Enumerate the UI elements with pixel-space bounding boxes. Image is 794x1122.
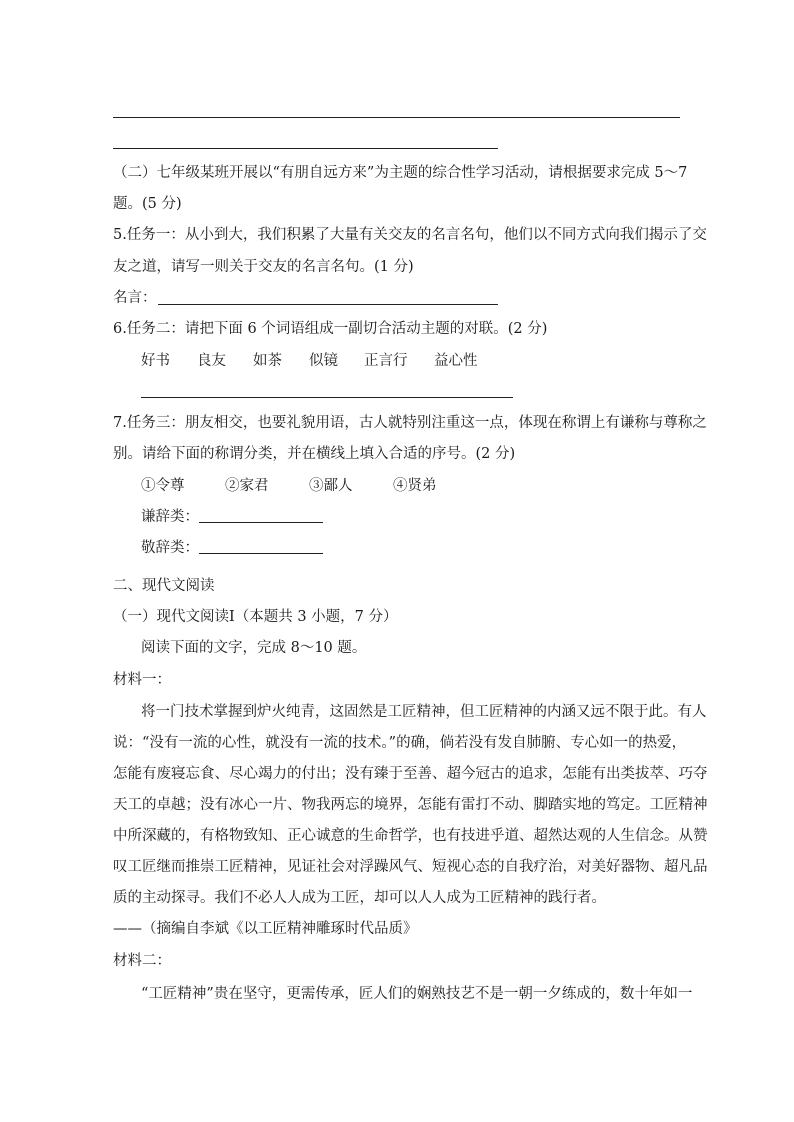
paragraph-line: 叹工匠继而推崇工匠精神，见证社会对浮躁风气、短视心态的自我疗治，对美好器物、超凡品 — [113, 859, 708, 875]
respect-label: 敬辞类： — [141, 540, 199, 556]
reading-instruction: 阅读下面的文字，完成 8～10 题。 — [141, 640, 367, 656]
question-7-text: 7.任务三：朋友相交，也要礼貌用语，古人就特别注重这一点，体现在称谓上有谦称与尊称之 — [113, 415, 707, 431]
paragraph-line: 将一门技术掌握到炉火纯青，这固然是工匠精神，但工匠精神的内涵又远不限于此。有人 — [141, 704, 707, 720]
question-6-text: 6.任务二：请把下面 6 个词语组成一副切合活动主题的对联。(2 分) — [113, 321, 548, 337]
material-label: 材料二： — [113, 953, 171, 969]
couplet-word: 好书 — [141, 353, 170, 369]
paragraph-line: 天工的卓越；没有冰心一片、物我两忘的境界，怎能有雷打不动、脚踏实地的笃定。工匠精神 — [113, 797, 708, 813]
section-header-line: 题。(5 分) — [113, 196, 182, 212]
humble-label: 谦辞类： — [141, 509, 199, 525]
paragraph-line: 说：“没有一流的心性，就没有一流的技术。”的确，倘若没有发自肺腑、专心如一的热爱， — [113, 735, 687, 751]
quote-answer-line[interactable] — [158, 304, 498, 305]
quote-answer-label: 名言： — [113, 290, 157, 306]
answer-line[interactable] — [113, 117, 680, 118]
couplet-word: 似镜 — [309, 353, 338, 369]
couplet-word: 如茶 — [253, 353, 282, 369]
couplet-answer-line[interactable] — [141, 397, 513, 398]
title-option: ④贤弟 — [393, 478, 437, 494]
title-option: ①令尊 — [141, 478, 185, 494]
section-title: 二、现代文阅读 — [113, 578, 215, 594]
couplet-word: 益心性 — [434, 353, 478, 369]
respect-answer-line[interactable] — [199, 553, 323, 554]
sub-section-title: （一）现代文阅读Ⅰ（本题共 3 小题，7 分） — [113, 609, 398, 625]
question-5-text: 5.任务一：从小到大，我们积累了大量有关交友的名言名句，他们以不同方式向我们揭示了交 — [113, 227, 707, 243]
paragraph-line: “工匠精神”贵在坚守，更需传承，匠人们的娴熟技艺不是一朝一夕练成的，数十年如一 — [141, 986, 693, 1002]
question-5-text: 友之道，请写一则关于交友的名言名句。(1 分) — [113, 259, 414, 275]
section-header-line: （二）七年级某班开展以“有朋自远方来”为主题的综合性学习活动，请根据要求完成 5～7 — [113, 165, 688, 181]
humble-answer-line[interactable] — [199, 522, 323, 523]
question-7-text: 别。请给下面的称谓分类，并在横线上填入合适的序号。(2 分) — [113, 446, 516, 462]
title-option: ②家君 — [225, 478, 269, 494]
paragraph-line: 怎能有废寝忘食、尽心竭力的付出；没有臻于至善、超今冠古的追求，怎能有出类拔萃、巧夺 — [113, 766, 708, 782]
couplet-word: 正言行 — [364, 353, 408, 369]
answer-line[interactable] — [113, 148, 498, 149]
material-source: ——（摘编自李斌《以工匠精神雕琢时代品质》 — [113, 921, 418, 937]
paragraph-line: 质的主动探寻。我们不必人人成为工匠，却可以人人成为工匠精神的践行者。 — [113, 890, 606, 906]
title-option: ③鄙人 — [309, 478, 353, 494]
paragraph-line: 中所深藏的，有格物致知、正心诚意的生命哲学，也有技进乎道、超然达观的人生信念。从赞 — [113, 828, 708, 844]
material-label: 材料一： — [113, 672, 171, 688]
couplet-word: 良友 — [197, 353, 226, 369]
